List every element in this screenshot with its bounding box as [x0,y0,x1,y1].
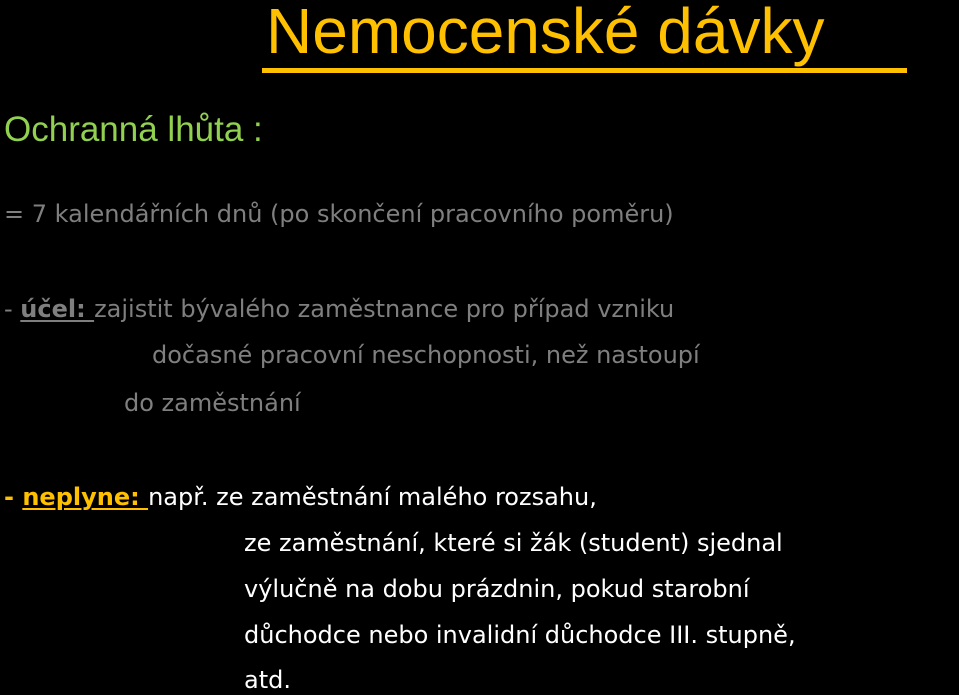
exclusion-label: neplyne: [22,483,149,511]
slide-subtitle: Ochranná lhůta : [4,110,263,149]
exclusion-line-2: ze zaměstnání, které si žák (student) sjednal [244,529,783,557]
purpose-dash: - [4,295,21,323]
exclusion-line-4: důchodce nebo invalidní důchodce III. stupně, [244,621,796,649]
title-underline [262,0,907,73]
purpose-line-3: do zaměstnání [124,389,301,417]
slide-title: Nemocenské dávky [266,0,825,67]
exclusion-line-3: výlučně na dobu prázdnin, pokud starobní [244,575,750,603]
purpose-text-1: zajistit bývalého zaměstnance pro případ vzniku [94,295,675,323]
purpose-label: účel: [20,295,95,323]
definition-line: = 7 kalendářních dnů (po skončení pracovního poměru) [4,200,674,228]
exclusion-text-1: např. ze zaměstnání malého rozsahu, [148,483,597,511]
exclusion-line-5: atd. [244,666,291,694]
exclusion-dash: - [4,483,23,511]
exclusion-line-1 [4,482,597,512]
purpose-line-1 [4,294,674,324]
purpose-line-2: dočasné pracovní neschopnosti, než nastoupí [152,341,700,369]
